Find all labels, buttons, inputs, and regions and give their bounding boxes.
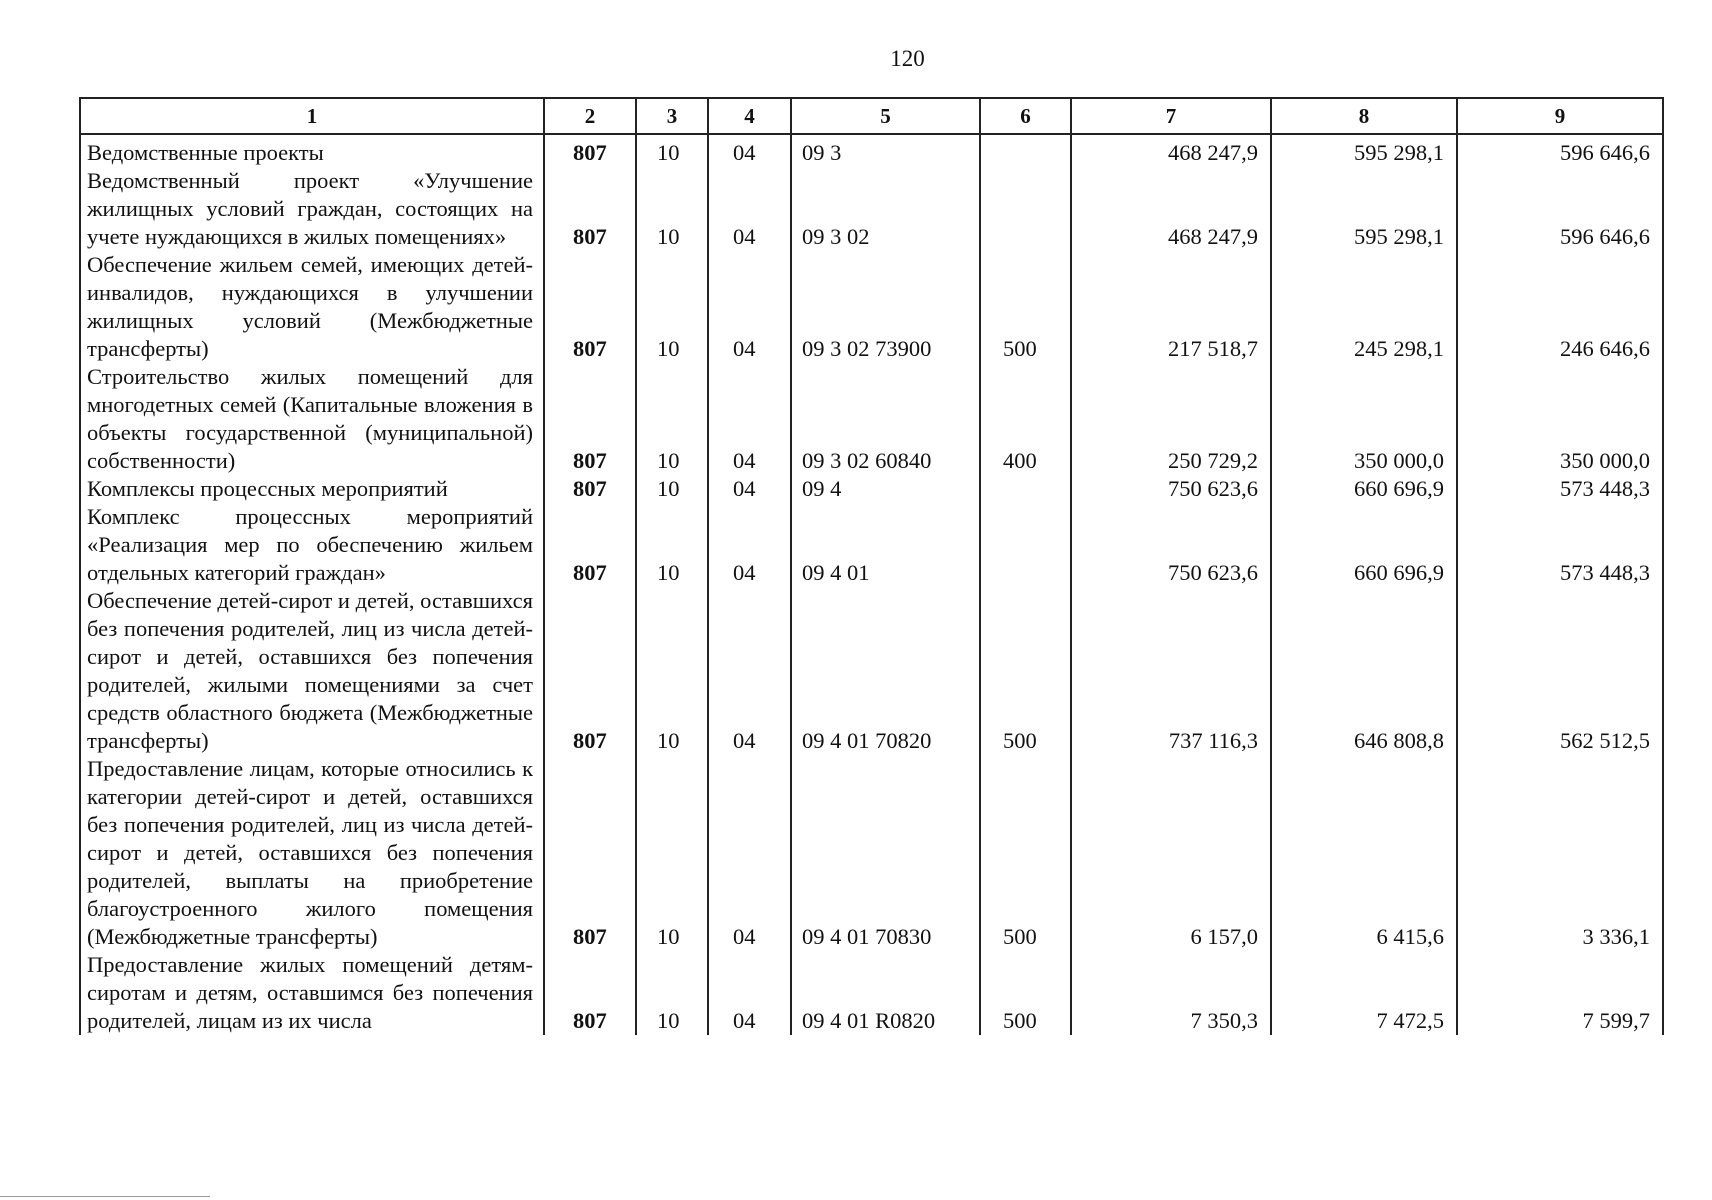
ministry-code: 807	[544, 755, 636, 951]
ministry-code: 807	[544, 503, 636, 587]
ministry-code: 807	[544, 167, 636, 251]
target-article-code: 09 4 01	[791, 503, 980, 587]
column-header-1: 1	[80, 98, 544, 134]
table-row	[80, 134, 1663, 167]
column-header-7: 7	[1071, 98, 1271, 134]
row-name: Комплексы процессных мероприятий	[80, 475, 544, 503]
amount-col-7: 737 116,3	[1071, 587, 1271, 755]
row-name: Комплекс процессных мероприятий «Реализация мер по обеспечению жильем отдельных категорий граждан»	[80, 503, 544, 587]
column-header-3: 3	[636, 98, 708, 134]
table-row	[80, 755, 1663, 951]
amount-col-7: 750 623,6	[1071, 475, 1271, 503]
footer-divider	[0, 1196, 210, 1197]
amount-col-8: 660 696,9	[1271, 503, 1457, 587]
subsection-code: 04	[708, 363, 791, 475]
table-row	[80, 363, 1663, 475]
expense-type-code: 500	[980, 587, 1071, 755]
table-row	[80, 251, 1663, 363]
expense-type-code: 500	[980, 251, 1071, 363]
expense-type-code: 400	[980, 363, 1071, 475]
section-code: 10	[636, 951, 708, 1035]
ministry-code: 807	[544, 251, 636, 363]
column-header-5: 5	[791, 98, 980, 134]
subsection-code: 04	[708, 475, 791, 503]
table-row	[80, 587, 1663, 755]
table-body	[80, 134, 1663, 1035]
table-row	[80, 951, 1663, 1035]
target-article-code: 09 3 02 60840	[791, 363, 980, 475]
amount-col-9: 7 599,7	[1457, 951, 1663, 1035]
column-header-6: 6	[980, 98, 1071, 134]
amount-col-7: 6 157,0	[1071, 755, 1271, 951]
row-name: Предоставление жилых помещений детям-сиротам и детям, оставшимся без попечения родителей, лицам из их числа	[80, 951, 544, 1035]
ministry-code: 807	[544, 951, 636, 1035]
column-header-2: 2	[544, 98, 636, 134]
amount-col-8: 595 298,1	[1271, 134, 1457, 167]
amount-col-7: 750 623,6	[1071, 503, 1271, 587]
header-row	[80, 98, 1663, 134]
amount-col-9: 596 646,6	[1457, 134, 1663, 167]
target-article-code: 09 3 02 73900	[791, 251, 980, 363]
amount-col-8: 646 808,8	[1271, 587, 1457, 755]
subsection-code: 04	[708, 951, 791, 1035]
subsection-code: 04	[708, 755, 791, 951]
budget-table-container	[79, 97, 1662, 1035]
expense-type-code: 500	[980, 755, 1071, 951]
amount-col-8: 7 472,5	[1271, 951, 1457, 1035]
target-article-code: 09 4 01 R0820	[791, 951, 980, 1035]
subsection-code: 04	[708, 587, 791, 755]
amount-col-7: 7 350,3	[1071, 951, 1271, 1035]
ministry-code: 807	[544, 363, 636, 475]
amount-col-9: 596 646,6	[1457, 167, 1663, 251]
budget-table	[79, 97, 1664, 1035]
amount-col-7: 468 247,9	[1071, 167, 1271, 251]
ministry-code: 807	[544, 134, 636, 167]
column-header-9: 9	[1457, 98, 1663, 134]
amount-col-7: 250 729,2	[1071, 363, 1271, 475]
table-row	[80, 503, 1663, 587]
page-number: 120	[890, 46, 925, 71]
section-code: 10	[636, 475, 708, 503]
section-code: 10	[636, 134, 708, 167]
amount-col-9: 3 336,1	[1457, 755, 1663, 951]
amount-col-8: 660 696,9	[1271, 475, 1457, 503]
subsection-code: 04	[708, 503, 791, 587]
expense-type-code	[980, 475, 1071, 503]
target-article-code: 09 3 02	[791, 167, 980, 251]
expense-type-code	[980, 503, 1071, 587]
amount-col-9: 246 646,6	[1457, 251, 1663, 363]
section-code: 10	[636, 755, 708, 951]
amount-col-8: 595 298,1	[1271, 167, 1457, 251]
amount-col-9: 573 448,3	[1457, 475, 1663, 503]
subsection-code: 04	[708, 167, 791, 251]
expense-type-code: 500	[980, 951, 1071, 1035]
row-name: Ведомственные проекты	[80, 134, 544, 167]
target-article-code: 09 4 01 70830	[791, 755, 980, 951]
ministry-code: 807	[544, 475, 636, 503]
ministry-code: 807	[544, 587, 636, 755]
column-header-4: 4	[708, 98, 791, 134]
section-code: 10	[636, 251, 708, 363]
row-name: Ведомственный проект «Улучшение жилищных условий граждан, состоящих на учете нуждающихся в жилых помещениях»	[80, 167, 544, 251]
section-code: 10	[636, 363, 708, 475]
amount-col-9: 350 000,0	[1457, 363, 1663, 475]
amount-col-8: 6 415,6	[1271, 755, 1457, 951]
subsection-code: 04	[708, 251, 791, 363]
row-name: Строительство жилых помещений для многодетных семей (Капитальные вложения в объекты государственной (муниципальной) собственности)	[80, 363, 544, 475]
row-name: Предоставление лицам, которые относились к категории детей-сирот и детей, оставшихся без попечения родителей, лиц из числа детей-сирот и детей, оставшихся без попечения родителей, выплаты на приобретение благоустроенного жилого помещения (Межбюджетные трансферты)	[80, 755, 544, 951]
section-code: 10	[636, 587, 708, 755]
section-code: 10	[636, 167, 708, 251]
amount-col-9: 562 512,5	[1457, 587, 1663, 755]
column-header-8: 8	[1271, 98, 1457, 134]
table-row	[80, 475, 1663, 503]
expense-type-code	[980, 134, 1071, 167]
row-name: Обеспечение детей-сирот и детей, оставшихся без попечения родителей, лиц из числа детей-сирот и детей, оставшихся без попечения родителей, жилыми помещениями за счет средств областного бюджета (Межбюджетные трансферты)	[80, 587, 544, 755]
section-code: 10	[636, 503, 708, 587]
amount-col-8: 245 298,1	[1271, 251, 1457, 363]
target-article-code: 09 4 01 70820	[791, 587, 980, 755]
expense-type-code	[980, 167, 1071, 251]
amount-col-8: 350 000,0	[1271, 363, 1457, 475]
row-name: Обеспечение жильем семей, имеющих детей-инвалидов, нуждающихся в улучшении жилищных условий (Межбюджетные трансферты)	[80, 251, 544, 363]
subsection-code: 04	[708, 134, 791, 167]
amount-col-9: 573 448,3	[1457, 503, 1663, 587]
amount-col-7: 217 518,7	[1071, 251, 1271, 363]
target-article-code: 09 4	[791, 475, 980, 503]
amount-col-7: 468 247,9	[1071, 134, 1271, 167]
table-row	[80, 167, 1663, 251]
target-article-code: 09 3	[791, 134, 980, 167]
